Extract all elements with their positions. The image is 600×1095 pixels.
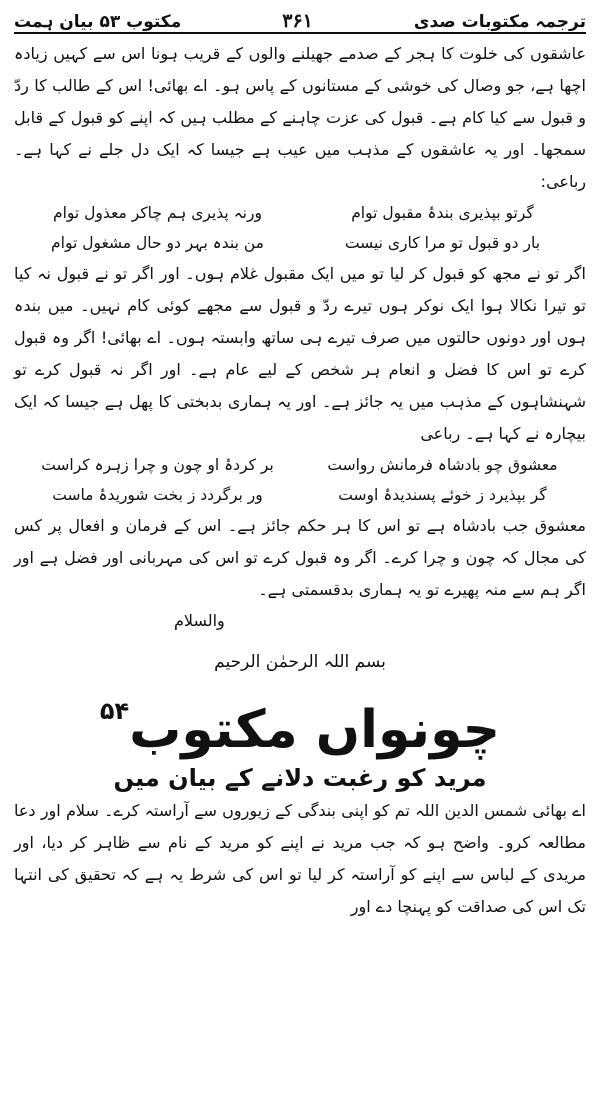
verse-line: بر کردۂ او چون و چرا زہرہ کراست [41,456,274,474]
paragraph-2: اگر تو نے مجھ کو قبول کر لیا تو میں ایک مقبول غلام ہوں۔ اور اگر تو نے قبول نہ کیا تو تیرا نکالا ہوا ایک نوکر ہوں تیرے ردّ و قبول سے مجھے کوئی کام نہیں۔ میں بندہ ہوں اور دونوں حالتوں میں صرف تیرے ہی ساتھ وابستہ ہوں۔ اے بھائی! اگر وہ قبول کرے تو اس کا فضل و انعام ہر شخص کے لیے عام ہے۔ اور اگر نہ قبول کرے تو شہنشاہوں کے مذہب میں یہ جائز ہے۔ اور یہ ہماری بدبختی کا پھل ہے جیسا کہ ایک بیچارہ نے کہا ہے۔ رباعی [14,264,586,443]
letter-title: چونواں مکتوب [129,700,501,760]
closing-salutation: والسلام [174,611,225,630]
verse-line: گرتو بپذیری بندۂ مقبول توام [351,204,534,222]
verse-line: ورنہ پذیری ہم چاکر معذول توام [53,204,262,222]
bismillah: بسم اللہ الرحمٰن الرحیم [214,652,386,672]
verse-line: ور برگردد ز بخت شوریدۂ ماست [52,486,263,504]
letter-subtitle: مرید کو رغبت دلانے کے بیان میں [113,764,487,792]
paragraph-1: عاشقوں کی خلوت کا ہجر کے صدمے جھیلنے والوں کے قریب ہونا اس سے کہیں زیادہ اچھا ہے، جو وصال کی خوشی کے مستانوں کے پاس ہو۔ اے بھائی! اس کے طالب کا ردّ و قبول سے کیا کام ہے۔ قبول کی عزت چاہنے کے مطلب ہیں کہ اپنے کو قبول کے قابل سمجھا۔ اور یہ عاشقوں کے مذہب میں عیب ہے جیسا کہ ایک دل جلے نے کہا ہے۔ رباعی: [14,44,586,191]
verse-line: بار دو قبول تو مرا کاری نیست [344,234,541,252]
quatrain-1 [30,198,570,258]
page-number: ۳۶۱ [282,10,313,32]
paragraph-3: معشوق جب بادشاہ ہے تو اس کا ہر حکم جائز ہے۔ اس کے فرمان و افعال پر کس کی مجال کہ چون و چرا کرے۔ اگر وہ قبول کرے تو اس کی مہربانی اور فضل ہے اور اگر ہم سے منہ پھیرے تو یہ ہماری بدقسمتی ہے۔ [14,516,586,599]
header-book-title: ترجمہ مکتوبات صدی [413,12,586,32]
verse-line: معشوق چو بادشاہ فرمانش رواست [327,456,558,474]
verse-line: گر بپذیرد ز خوئے پسندیدۂ اوست [338,486,547,504]
quatrain-2 [30,450,570,510]
verse-line: من بندہ بہر دو حال مشغول توام [51,234,264,252]
letter-heading [10,680,590,761]
header-section-title: مکتوب ۵۳ بیان ہمت [14,12,182,32]
running-header [14,0,586,34]
letter-number: ۵۴ [99,697,130,725]
paragraph-4: اے بھائی شمس الدین اللہ تم کو اپنی بندگی کے زیوروں سے آراستہ کرے۔ سلام اور دعا مطالعہ کرو۔ واضح ہو کہ جب مرید نے اپنے کو مرید کے نام سے ظاہر کر دیا، اور مریدی کے لباس سے اپنے کو آراستہ کر لیا تو اس کی شرط یہ ہے کہ تحقیق کی انتہا تک اس کی صداقت کو پہنچا دے اور [14,801,586,916]
